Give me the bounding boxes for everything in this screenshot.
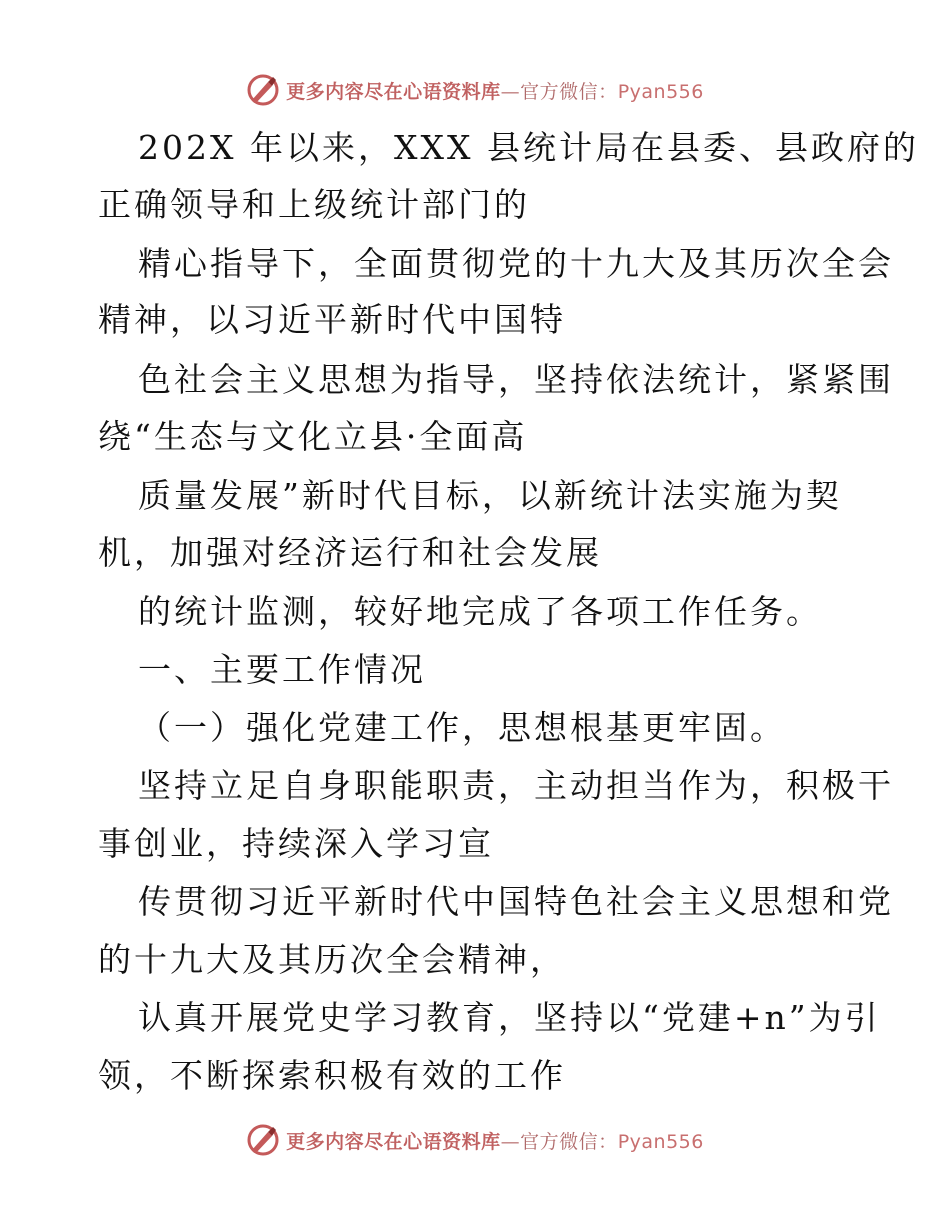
paragraph-line: 机，加强对经济运行和社会发展 [98,533,602,572]
paragraph-line: 传贯彻习近平新时代中国特色社会主义思想和党 [138,882,894,921]
paragraph-line: 色社会主义思想为指导，坚持依法统计，紧紧围 [138,360,894,399]
paragraph-line: 事创业，持续深入学习宣 [98,824,494,863]
paragraph-line: 的统计监测，较好地完成了各项工作任务。 [138,592,822,631]
paragraph-line: 质量发展”新时代目标，以新统计法实施为契 [138,476,842,515]
paragraph-line: 认真开展党史学习教育，坚持以“党建+n”为引 [138,998,881,1037]
section-heading: 一、主要工作情况 [138,650,426,689]
paragraph-line: 正确领导和上级统计部门的 [98,185,530,224]
paragraph-line: 202X 年以来，XXX 县统计局在县委、县政府的 [138,128,919,167]
watermark-text: 更多内容尽在心语资料库—官方微信：Pyan556 [286,1130,704,1153]
footer-watermark [0,1118,950,1162]
paragraph-line: 领，不断探索积极有效的工作 [98,1056,566,1095]
subsection-heading: （一）强化党建工作，思想根基更牢固。 [138,708,786,747]
paragraph-line: 精心指导下，全面贯彻党的十九大及其历次全会 [138,244,894,283]
paragraph-line: 精神，以习近平新时代中国特 [98,300,566,339]
pen-logo-icon [246,73,280,107]
paragraph-line: 坚持立足自身职能职责，主动担当作为，积极干 [138,766,894,805]
header-watermark [0,68,950,112]
paragraph-line: 绕“生态与文化立县·全面高 [98,417,528,456]
paragraph-line: 的十九大及其历次全会精神， [98,940,566,979]
pen-logo-icon [246,1123,280,1157]
watermark-text: 更多内容尽在心语资料库—官方微信：Pyan556 [286,80,704,103]
